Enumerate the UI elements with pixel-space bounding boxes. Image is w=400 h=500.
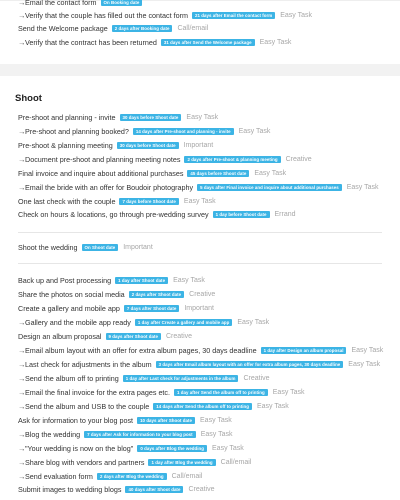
schedule-badge[interactable]: 1 day before Shoot date [213, 211, 270, 218]
task-type-label: Easy Task [280, 11, 312, 19]
schedule-badge[interactable]: 9 days after Shoot date [106, 333, 161, 340]
dependency-arrow-icon: → [18, 457, 26, 467]
schedule-badge[interactable]: On Booking date [101, 0, 143, 6]
task-name[interactable]: Share blog with vendors and partners [25, 457, 145, 467]
dependency-arrow-icon: → [18, 373, 26, 383]
task-name[interactable]: Pre-shoot and planning booked? [25, 126, 129, 136]
schedule-badge[interactable]: 14 days after Pre-shoot and planning - invite [133, 128, 234, 135]
task-row[interactable] [18, 9, 400, 21]
schedule-badge[interactable]: 31 days after Send the Welcome package [161, 39, 255, 46]
task-type-label: Easy Task [259, 38, 292, 46]
task-name[interactable]: Send the Welcome package [18, 23, 108, 33]
task-type-label: Easy Task [212, 444, 244, 452]
task-row[interactable] [18, 400, 400, 412]
task-name[interactable]: Pre-shoot & planning meeting [18, 140, 113, 150]
task-type-label: Easy Task [173, 276, 205, 284]
task-row[interactable] [18, 442, 400, 454]
task-name[interactable]: Gallery and the mobile app ready [25, 317, 131, 327]
task-row[interactable] [18, 414, 400, 426]
task-name[interactable]: Verify that the couple has filled out the contact form [25, 10, 189, 20]
schedule-badge[interactable]: 10 days after Shoot date [137, 417, 195, 424]
dependency-arrow-icon: → [18, 471, 26, 481]
schedule-badge[interactable]: 40 days after Shoot date [125, 486, 183, 493]
task-row[interactable] [18, 167, 400, 179]
dependency-arrow-icon: → [18, 429, 26, 439]
task-row[interactable] [18, 288, 400, 300]
dependency-arrow-icon: → [18, 401, 26, 411]
task-row[interactable] [18, 483, 400, 495]
task-type-label: Easy Task [183, 197, 216, 205]
dependency-arrow-icon: → [18, 443, 26, 453]
task-name[interactable]: Blog the wedding [25, 429, 81, 439]
task-name[interactable]: Document pre-shoot and planning meeting notes [25, 154, 181, 164]
schedule-badge[interactable]: On Shoot date [82, 244, 119, 251]
divider [18, 263, 382, 264]
dependency-arrow-icon: → [18, 126, 26, 136]
task-name[interactable]: Email the contact form [25, 0, 97, 7]
task-type-label: Call/email [177, 24, 209, 32]
task-type-label: Easy Task [257, 402, 289, 410]
task-type-label: Creative [189, 290, 216, 298]
task-type-label: Easy Task [348, 360, 381, 368]
task-type-label: Easy Task [237, 318, 270, 326]
schedule-badge[interactable]: 21 days after Email the contact form [192, 12, 275, 19]
dependency-arrow-icon: → [18, 317, 26, 327]
task-row[interactable] [18, 428, 400, 440]
task-row[interactable] [18, 372, 400, 384]
divider [18, 232, 382, 233]
task-name[interactable]: Email the bride with an offer for Boudoir photography [25, 182, 194, 192]
task-row[interactable] [18, 386, 400, 398]
task-name[interactable]: "Your wedding is now on the blog" [25, 443, 134, 453]
task-row[interactable] [18, 456, 400, 468]
task-type-label: Easy Task [186, 113, 219, 121]
task-name[interactable]: Ask for information to your blog post [18, 415, 134, 425]
task-type-label: Important [184, 304, 214, 312]
task-row[interactable] [18, 208, 400, 220]
task-name[interactable]: Pre-shoot and planning - invite [18, 112, 116, 122]
task-row[interactable] [18, 330, 400, 342]
task-name[interactable]: Submit images to wedding blogs [18, 484, 122, 494]
task-row[interactable] [18, 153, 400, 165]
task-name[interactable]: One last check with the couple [18, 196, 116, 206]
schedule-badge[interactable]: 45 days before Shoot date [187, 170, 249, 177]
schedule-badge[interactable]: 1 day after Create a gallery and mobile app [135, 319, 232, 326]
schedule-badge[interactable]: 1 day after Blog the wedding [148, 459, 215, 466]
task-type-label: Easy Task [200, 430, 233, 438]
task-name[interactable]: Final invoice and inquire about additional purchases [18, 168, 184, 178]
task-type-label: Important [123, 243, 153, 251]
task-type-label: Easy Task [351, 346, 384, 354]
task-name[interactable]: Design an album proposal [18, 331, 102, 341]
task-name[interactable]: Last check for adjustments in the album [25, 359, 152, 369]
task-row[interactable] [18, 302, 400, 314]
schedule-badge[interactable]: 2 days after Shoot date [129, 291, 184, 298]
dependency-arrow-icon: → [18, 154, 26, 164]
dependency-arrow-icon: → [18, 387, 26, 397]
schedule-badge[interactable]: 1 day after Last check for adjustments in the album [123, 375, 239, 382]
task-row[interactable] [18, 195, 400, 207]
dependency-arrow-icon: → [18, 345, 26, 355]
task-name[interactable]: Share the photos on social media [18, 289, 125, 299]
task-type-label: Important [183, 141, 214, 149]
task-row[interactable] [18, 0, 400, 8]
task-row[interactable] [18, 139, 400, 151]
dependency-arrow-icon: → [18, 10, 26, 20]
task-name[interactable]: Send the album and USB to the couple [25, 401, 150, 411]
task-type-label: Call/email [220, 458, 252, 466]
dependency-arrow-icon: → [18, 182, 26, 192]
schedule-badge[interactable]: 7 days after Shoot date [124, 305, 179, 312]
schedule-badge[interactable]: 0 days after Blog the wedding [137, 445, 207, 452]
task-row[interactable] [18, 344, 400, 356]
task-name[interactable]: Verify that the contract has been returned [25, 37, 157, 47]
task-name[interactable]: Send evaluation form [25, 471, 93, 481]
schedule-badge[interactable]: 2 days after Pre-shoot & planning meeting [184, 156, 280, 163]
task-type-label: Creative [165, 332, 193, 340]
task-row[interactable] [18, 111, 400, 123]
task-row[interactable] [18, 241, 400, 253]
task-type-label: Errand [274, 210, 296, 218]
schedule-badge[interactable]: 7 days after Ask for information to your blog post [84, 431, 196, 438]
task-row[interactable] [18, 22, 400, 34]
dependency-arrow-icon: → [18, 359, 26, 369]
schedule-badge[interactable]: 3 days after Email album layout with an offer for extra album pages, 30 days deadline [156, 361, 344, 368]
task-type-label: Easy Task [254, 169, 287, 177]
task-row[interactable] [18, 125, 400, 137]
task-name[interactable]: Create a gallery and mobile app [18, 303, 120, 313]
dependency-arrow-icon: → [18, 0, 26, 7]
section-separator [0, 64, 400, 76]
task-type-label: Creative [285, 155, 312, 163]
task-row[interactable] [18, 316, 400, 328]
task-type-label: Creative [243, 374, 270, 382]
section-title-shoot: Shoot [15, 93, 42, 104]
schedule-badge[interactable]: 2 days after Booking date [112, 25, 173, 32]
schedule-badge[interactable]: 30 days before Shoot date [120, 114, 182, 121]
task-type-label: Easy Task [238, 127, 271, 135]
schedule-badge[interactable]: 30 days before Shoot date [117, 142, 179, 149]
dependency-arrow-icon: → [18, 37, 26, 47]
task-type-label: Easy Task [346, 183, 379, 191]
task-name[interactable]: Back up and Post processing [18, 275, 112, 285]
task-row[interactable] [18, 274, 400, 286]
task-name[interactable]: Shoot the wedding [18, 242, 78, 252]
schedule-badge[interactable]: 1 day after Shoot date [115, 277, 168, 284]
schedule-badge[interactable]: 2 days after Blog the wedding [97, 473, 167, 480]
task-name[interactable]: Check on hours & locations, go through pre-wedding survey [18, 209, 209, 219]
task-name[interactable]: Email the final invoice for the extra pages etc. [25, 387, 171, 397]
schedule-badge[interactable]: 1 day after Send the album off to printing [174, 389, 268, 396]
schedule-badge[interactable]: 1 day after Design an album proposal [261, 347, 347, 354]
task-row[interactable] [18, 181, 400, 193]
schedule-badge[interactable]: 7 days before Shoot date [119, 198, 178, 205]
task-row[interactable] [18, 470, 400, 482]
task-type-label: Creative [188, 485, 215, 493]
schedule-badge[interactable]: 14 days after Send the album off to printing [153, 403, 252, 410]
task-name[interactable]: Email album layout with an offer for extra album pages, 30 days deadline [25, 345, 257, 355]
task-name[interactable]: Send the album off to printing [25, 373, 119, 383]
task-row[interactable] [18, 36, 400, 48]
task-row[interactable] [18, 358, 400, 370]
schedule-badge[interactable]: 5 days after Final invoice and inquire about additional purchases [197, 184, 342, 191]
task-type-label: Easy Task [200, 416, 232, 424]
task-type-label: Call/email [171, 472, 203, 480]
task-type-label: Easy Task [272, 388, 305, 396]
